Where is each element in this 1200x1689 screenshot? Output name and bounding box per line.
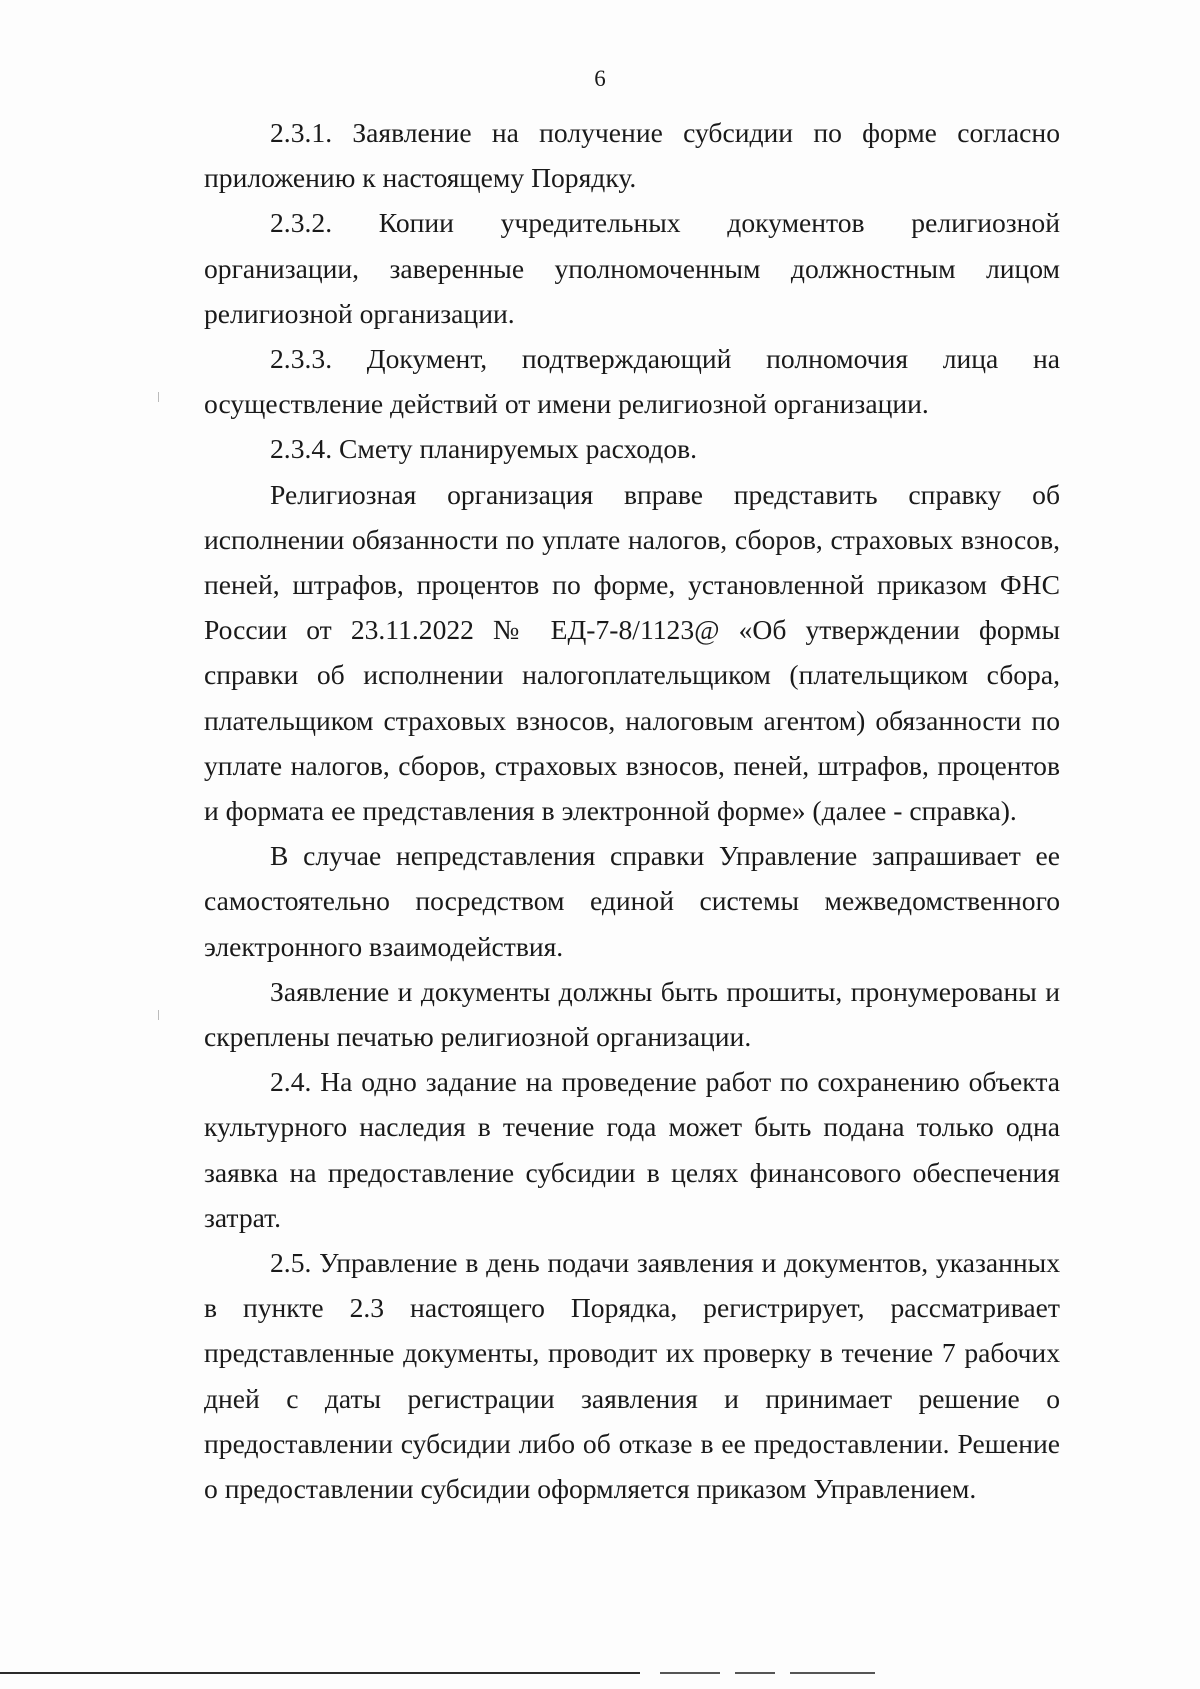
scan-margin-mark <box>158 392 159 402</box>
paragraph-2-3-3: 2.3.3. Документ, подтверждающий полномочия лица на осуществление действий от имени религиозной организации. <box>204 343 1060 420</box>
scan-bottom-edge-line <box>0 1672 640 1674</box>
paragraph-2-3-2: 2.3.2. Копии учредительных документов религиозной организации, заверенные уполномоченным должностным лицом религиозной организации. <box>204 207 1060 329</box>
scan-bottom-edge-dash <box>790 1672 875 1674</box>
document-body <box>204 110 1060 1511</box>
paragraph-binding-requirements: Заявление и документы должны быть прошиты, пронумерованы и скреплены печатью религиозной организации. <box>204 975 1060 1053</box>
paragraph-tax-certificate: Религиозная организация вправе представить справку об исполнении обязанности по уплате налогов, сборов, страховых взносов, пеней, штрафов, процентов по форме, установленной приказом ФНС России от 23.11.2022 № ЕД-7-8/1123@ «Об утверждении формы справки об исполнении налогоплательщиком (плательщиком сбора, плательщиком страховых взносов, налоговым агентом) обязанности по уплате налогов, сборов, страховых взносов, пеней, штрафов, процентов и формата ее представления в электронной форме» (далее - справка). <box>204 478 1060 827</box>
paragraph-2-3-1: 2.3.1. Заявление на получение субсидии по форме согласно приложению к настоящему Порядку. <box>204 117 1060 194</box>
scan-bottom-edge-dash <box>660 1672 720 1674</box>
scan-bottom-edge-dash <box>735 1672 775 1674</box>
scan-margin-mark <box>158 1010 159 1020</box>
page-number: 6 <box>594 66 606 91</box>
paragraph-2-5: 2.5. Управление в день подачи заявления и документов, указанных в пункте 2.3 настоящего Порядка, регистрирует, рассматривает представленные документы, проводит их проверку в течение 7 рабочих дней с даты регистрации заявления и принимает решение о предоставлении субсидии либо об отказе в ее предоставлении. Решение о предоставлении субсидии оформляется приказом Управлением. <box>204 1247 1060 1505</box>
paragraph-2-3-4: 2.3.4. Смету планируемых расходов. <box>270 433 698 465</box>
paragraph-2-4: 2.4. На одно задание на проведение работ по сохранению объекта культурного наследия в течение года может быть подана только одна заявка на предоставление субсидии в целях финансового обеспечения затрат. <box>204 1066 1060 1233</box>
paragraph-interagency-request: В случае непредставления справки Управление запрашивает ее самостоятельно посредством единой системы межведомственного электронного взаимодействия. <box>204 840 1060 962</box>
